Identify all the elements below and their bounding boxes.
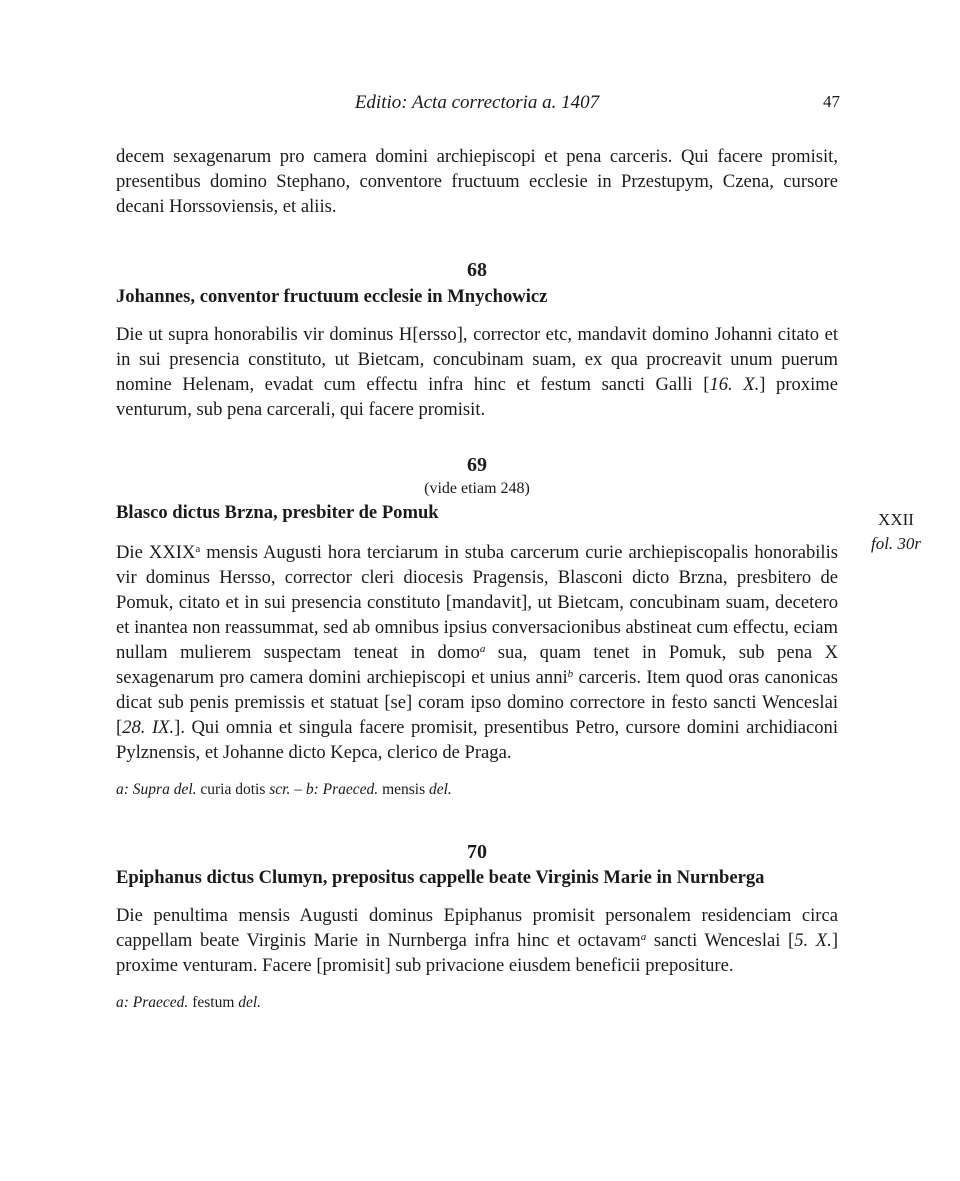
- footnote-abbrev: del.: [173, 781, 197, 798]
- entry-body-69: [116, 540, 838, 765]
- entry-number-68: 68: [467, 259, 487, 281]
- entry-body-70: [116, 903, 838, 978]
- footnote-abbrev: scr.: [269, 781, 291, 798]
- body-text: Die ut supra honorabilis vir dominus H[ersso], corrector etc, mandavit domino Johanni citato et in sui presencia constituto, ut Bietcam, concubinam suam, ex qua procreavit unum puerum nomine Helenam, evadat cum effectu infra hinc et festum sancti Galli [: [116, 324, 838, 395]
- footnote-abbrev: del.: [238, 994, 262, 1011]
- body-text: ] proxime venturam. Facere [promisit] sub privacione eiusdem beneficii prepositure.: [116, 930, 839, 976]
- margin-roman: XXII: [878, 510, 914, 529]
- entry-heading-69: Blasco dictus Brzna, presbiter de Pomuk: [116, 502, 439, 523]
- footnote-label: a: Supra: [116, 781, 170, 798]
- body-text: ]. Qui omnia et singula facere promisit, presentibus Petro, cursore domini archidiaconi Pylznensis, et Johanne dicto Kepca, clerico de Praga.: [116, 717, 838, 763]
- superscript: a: [195, 543, 201, 555]
- body-text: sancti Wenceslai [: [646, 930, 795, 951]
- continuation-paragraph: decem sexagenarum pro camera domini archiepiscopi et pena carceris. Qui facere promisit, presentibus domino Stephano, conventore fructuum ecclesie in Przestupym, Czena, cursore decani Horssoviensis, et aliis.: [116, 146, 838, 217]
- footnote-text: mensis: [378, 781, 429, 798]
- entry-number-69: 69: [467, 454, 487, 476]
- footnote-marker-a: a: [479, 643, 486, 655]
- margin-folio: fol. 30r: [870, 534, 922, 553]
- footnote-text: festum: [188, 994, 239, 1011]
- margin-note: [856, 508, 936, 556]
- page: [116, 88, 922, 1014]
- body-text: ] proxime venturum, sub pena carcerali, qui facere promisit.: [116, 374, 839, 420]
- running-title: Editio: Acta correctoria a. 1407: [354, 92, 600, 113]
- date-note: 28. IX.: [122, 717, 175, 738]
- footnote-abbrev: del.: [429, 781, 452, 798]
- footnote-marker-a: a: [640, 931, 647, 943]
- footnote-69: [116, 779, 838, 801]
- date-note: 5. X.: [794, 930, 832, 951]
- footnote-label: a: Praeced.: [116, 994, 189, 1011]
- body-text: Die XXIX: [116, 542, 196, 563]
- footnote-separator: –: [290, 781, 306, 798]
- footnote-label: b: Praeced.: [305, 781, 379, 798]
- body-text: Die penultima mensis Augusti dominus Epiphanus promisit personalem residenciam circa cappellam beate Virginis Marie in Nurnberga infra hinc et octavam: [116, 905, 838, 951]
- entry-heading-70: Epiphanus dictus Clumyn, prepositus cappelle beate Virginis Marie in Nurnberga: [116, 867, 765, 888]
- footnote-marker-b: b: [567, 668, 574, 680]
- entry-body-68: [116, 322, 838, 422]
- footnote-70: [116, 992, 838, 1014]
- entry-heading-68: Johannes, conventor fructuum ecclesie in Mnychowicz: [116, 286, 548, 307]
- cross-reference: (vide etiam 248): [424, 480, 530, 497]
- body-text: carceris. Item quod oras canonicas dicat sub penis premissis et statuat [se] coram ipso domino correctore in festo sancti Wenceslai [: [116, 667, 838, 738]
- entry-number-70: 70: [467, 841, 487, 863]
- body-text: mensis Augusti hora terciarum in stuba carcerum curie archiepiscopalis honorabilis vir dominus Hersso, corrector cleri diocesis Pragensis, Blasconi dicto Brzna, presbitero de Pomuk, citato et in sui presencia constituto [mandavit], ut Bietcam, concubinam suam, decetero et inantea non reassummat, sed ab omnibus ipsius conversacionibus abstineat cum effectu, eciam nullam mulierem suspectam teneat in domo: [116, 542, 838, 663]
- footnote-text: curia dotis: [196, 781, 270, 798]
- page-number: 47: [823, 92, 840, 111]
- body-text: sua, quam tenet in Pomuk, sub pena X sexagenarum pro camera domini archiepiscopi et unius anni: [116, 642, 838, 688]
- running-head: [116, 88, 838, 118]
- date-note: 16. X.: [709, 374, 760, 395]
